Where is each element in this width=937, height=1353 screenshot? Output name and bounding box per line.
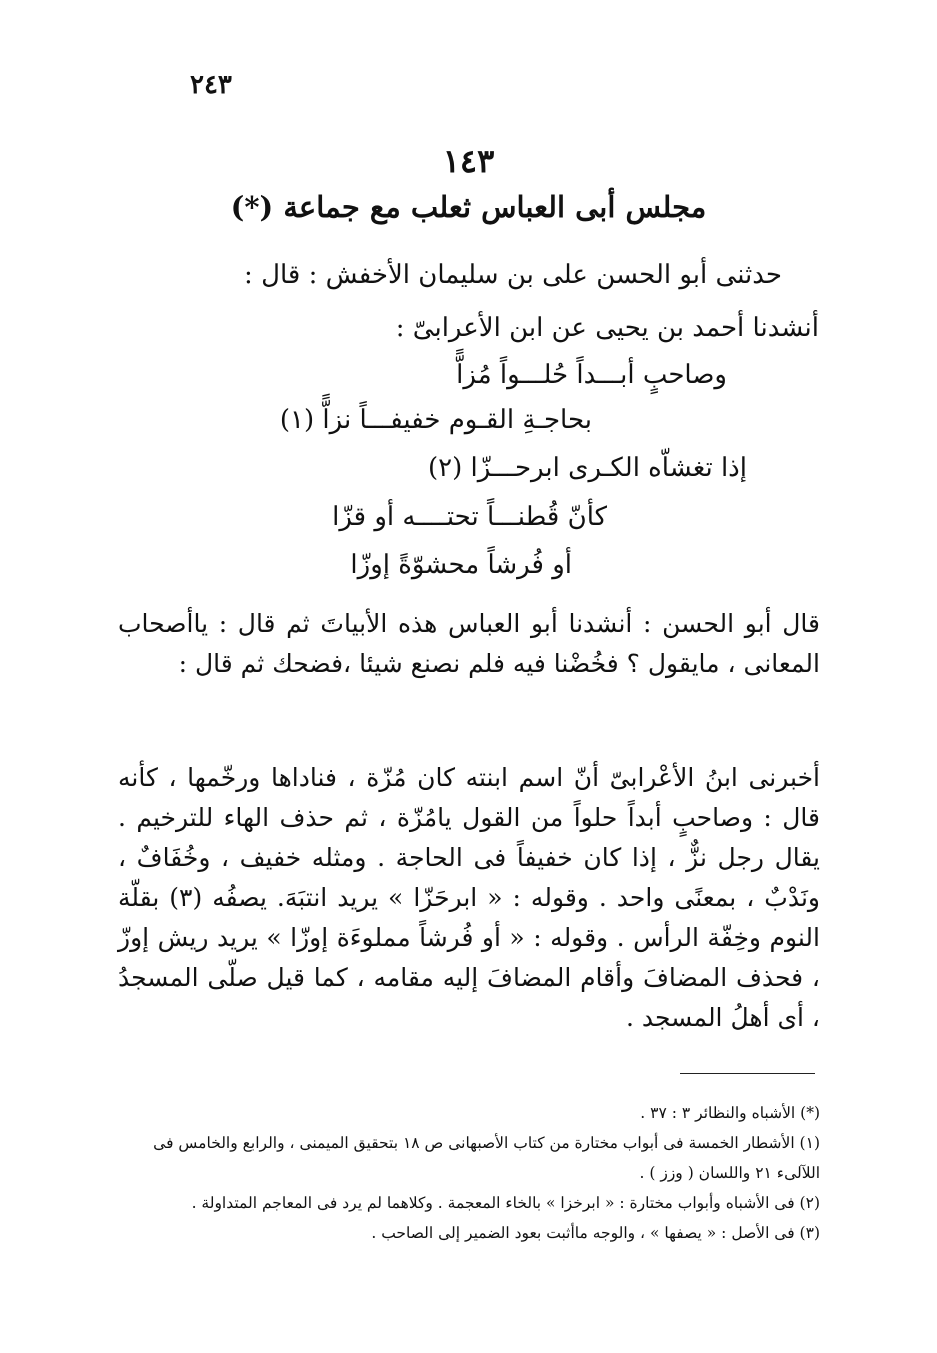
verse-line: أو فُرشاً محشوّةً إوزّا [350, 550, 572, 580]
paragraph [118, 604, 820, 684]
intro-line: حدثنى أبو الحسن على بن سليمان الأخفش : قال : [244, 260, 782, 290]
section-title: مجلس أبى العباس ثعلب مع جماعة (*) [230, 190, 707, 224]
verse-line: وصاحبٍ أبـــداً حُلـــواً مُزاًّ [456, 360, 727, 390]
verse-line: إذا تغشاّه الكـرى ابرحـــزّا (٢) [428, 453, 747, 483]
footnote: (٣) فى الأصل : « يصفها » ، والوجه ماأثبت بعود الضمير إلى الصاحب . [371, 1224, 820, 1242]
paragraph [118, 758, 820, 1038]
footnotes [140, 1098, 820, 1248]
intro-line: أنشدنا أحمد بن يحيى عن ابن الأعرابىّ : [395, 313, 819, 343]
verse-line: كأنّ قُطنـــاً تحتــــه أو قزّا [332, 502, 607, 532]
paragraph-text: قال أبو الحسن : أنشدنا أبو العباس هذه الأبياتَ ثم قال : ياأصحاب المعانى ، مايقول ؟ فخُضْنا فيه فلم نصنع شيئا ،فضحك ثم قال : [118, 609, 820, 678]
page-number: ٢٤٣ [190, 70, 232, 100]
footnote-divider [680, 1073, 815, 1074]
footnote: (١) الأشطار الخمسة فى أبواب مختارة من كتاب الأصبهانى ص ١٨ بتحقيق الميمنى ، والرابع والخامس فى اللآلىء ٢١ واللسان ( وزز ) . [153, 1134, 820, 1182]
footnote: (٢) فى الأشباه وأبواب مختارة : « ابرخزا » بالخاء المعجمة . وكلاهما لم يرد فى المعاجم المتداولة . [191, 1194, 820, 1212]
entry-number: ١٤٣ [442, 142, 495, 180]
footnote: (*) الأشباه والنظائر ٣ : ٣٧ . [640, 1104, 820, 1122]
verse-line: بحاجـةِ القـوم خفيفـــاً نزاًّ (١) [279, 405, 592, 435]
paragraph-text: أخبرنى ابنُ الأعْرابىّ أنّ اسم ابنته كان مُزّة ، فناداها ورخّمها ، كأنه قال : وصاحبٍ أبداً حلواً من القول يامُزّة ، ثم حذف الهاء للترخيم . يقال رجل نزٌّ ، إذا كان خفيفاً فى الحاجة . ومثله خفيف ، وخُفَافٌ ، ونَدْبٌ ، بمعنًى واحد . وقوله : « ابرحَزّا » يريد انتبَهَ. يصفُه (٣) بقلّة النوم وخِفّة الرأس . وقوله : « أو فُرشاً مملوءَة إوزّا » يريد ريش إوزّ ، فحذف المضافَ وأقام المضافَ إليه مقامه ، كما قيل صلّى المسجدُ ، أى أهلُ المسجد . [118, 763, 820, 1032]
